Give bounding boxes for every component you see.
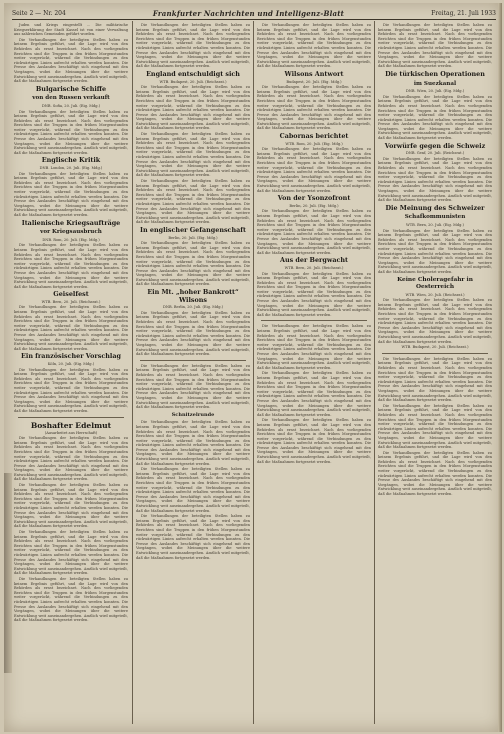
headline-sub: von den Russen verkauft [32, 95, 110, 102]
page-edge-shadow [498, 3, 502, 732]
dateline: DNB. Wien, 20. Juli. (Eig. Mdg.) [405, 89, 465, 94]
dateline: DNB. Genf, 20. Juli. (Reichsrat.) [405, 151, 465, 156]
page-number: Seite 2 — Nr. 204 [12, 9, 66, 17]
column-1 [14, 23, 128, 726]
dateline: DNB. Rom, 20. Juli. (Eig. Mdg.) [42, 237, 100, 242]
article-text: Juden und Kriegs eingestellt ... Die militärische Kriegserklärung der Stadt Kassel ist von einer Verwaltung aus zahlreichen Gemeinden geführt worden. [14, 23, 128, 37]
headline: In englischer Gefangenschaft [140, 225, 246, 234]
headline: Cabornas berichtet [279, 132, 349, 141]
article-text: Die Verhandlungen der beteiligten Stellen haben zu keinem Ergebnis geführt, und die Lage wird von den Behörden als ernst bezeichnet. Nach den vorliegenden Berichten sind die Truppen in den frühen Morgenstunden weiter vorgerückt, während die Verbindungen zu den rückwärtigen Linien aufrecht erhalten werden konnten. Die Presse des Auslandes beschäftigt sich eingehend mit den Vorgängen, wobei die Meinungen über die weitere Entwicklung weit auseinandergehen. Amtlich wird mitgeteilt, daß die Maßnahmen fortgesetzt werden. [136, 85, 250, 131]
article-text: Die Verhandlungen der beteiligten Stellen haben zu keinem Ergebnis geführt, und die Lage wird von den Behörden als ernst bezeichnet. Nach den vorliegenden Berichten sind die Truppen in den frühen Morgenstunden weiter vorgerückt, während die Verbindungen zu den rückwärtigen Linien aufrecht erhalten werden konnten. Die Presse des Auslandes beschäftigt sich eingehend mit den Vorgängen, wobei die Meinungen über die weitere Entwicklung weit auseinandergehen. Amtlich wird mitgeteilt, daß die Maßnahmen fortgesetzt werden. [136, 23, 250, 69]
dateline: Budapest, 20. Juli. (Eig. Mdg.) [286, 79, 342, 84]
column-3 [257, 23, 371, 726]
article-text: Die Verhandlungen der beteiligten Stellen haben zu keinem Ergebnis geführt, und die Lage wird von den Behörden als ernst bezeichnet. Nach den vorliegenden Berichten sind die Truppen in den frühen Morgenstunden weiter vorgerückt, während die Verbindungen zu den rückwärtigen Linien aufrecht erhalten werden konnten. Die Presse des Auslandes beschäftigt sich eingehend mit den Vorgängen, wobei die Meinungen über die weitere Entwicklung weit auseinandergehen. Amtlich wird mitgeteilt, daß die Maßnahmen fortgesetzt werden. [14, 530, 128, 576]
article-text: Die Verhandlungen der beteiligten Stellen haben zu keinem Ergebnis geführt, und die Lage wird von den Behörden als ernst bezeichnet. Nach den vorliegenden Berichten sind die Truppen in den frühen Morgenstunden weiter vorgerückt, während die Verbindungen zu den rückwärtigen Linien aufrecht erhalten werden konnten. Die Presse des Auslandes beschäftigt sich eingehend mit den Vorgängen, wobei die Meinungen über die weitere Entwicklung weit auseinandergehen. Amtlich wird mitgeteilt, daß die Maßnahmen fortgesetzt werden. [136, 467, 250, 513]
headline: Vorwürfe gegen die Schweiz [384, 141, 486, 150]
headline: Die Meinung des Schweizer [385, 203, 485, 212]
headline: Ein französischer Vorschlag [21, 352, 121, 361]
article-text: Die Verhandlungen der beteiligten Stellen haben zu keinem Ergebnis geführt, und die Lage wird von den Behörden als ernst bezeichnet. Nach den vorliegenden Berichten sind die Truppen in den frühen Morgenstunden weiter vorgerückt, während die Verbindungen zu den rückwärtigen Linien aufrecht erhalten werden konnten. Die Presse des Auslandes beschäftigt sich eingehend mit den Vorgängen, wobei die Meinungen über die weitere Entwicklung weit auseinandergehen. Amtlich wird mitgeteilt, daß die Maßnahmen fortgesetzt werden. [14, 243, 128, 289]
article-text: Die Verhandlungen der beteiligten Stellen haben zu keinem Ergebnis geführt, und die Lage wird von den Behörden als ernst bezeichnet. Nach den vorliegenden Berichten sind die Truppen in den frühen Morgenstunden weiter vorgerückt, während die Verbindungen zu den rückwärtigen Linien aufrecht erhalten werden konnten. Die Presse des Auslandes beschäftigt sich eingehend mit den Vorgängen, wobei die Meinungen über die weitere Entwicklung weit auseinandergehen. Amtlich wird mitgeteilt, daß die Maßnahmen fortgesetzt werden. [378, 450, 492, 497]
column-rule [374, 21, 375, 724]
dateline: WTB. Bern, 20. Juli. (Eig. Mdg.) [406, 222, 464, 227]
headline: England entschuldigt sich [146, 69, 240, 78]
article-text: Die Verhandlungen der beteiligten Stellen haben zu keinem Ergebnis geführt, und die Lage wird von den Behörden als ernst bezeichnet. Nach den vorliegenden Berichten sind die Truppen in den frühen Morgenstunden weiter vorgerückt, während die Verbindungen zu den rückwärtigen Linien aufrecht erhalten werden konnten. Die Presse des Auslandes beschäftigt sich eingehend mit den Vorgängen, wobei die Meinungen über die weitere Entwicklung weit auseinandergehen. Amtlich wird mitgeteilt, daß die Maßnahmen fortgesetzt werden. [257, 271, 371, 317]
column-2 [136, 23, 250, 726]
dateline: DNB. Berlin, 20. Juli. (Eig. Mdg.) [162, 305, 224, 310]
dateline: Berlin, 20. Juli. (Eig. Mdg.) [289, 203, 339, 208]
article-text: Die Verhandlungen der beteiligten Stellen haben zu keinem Ergebnis geführt, und die Lage wird von den Behörden als ernst bezeichnet. Nach den vorliegenden Berichten sind die Truppen in den frühen Morgenstunden weiter vorgerückt, während die Verbindungen zu den rückwärtigen Linien aufrecht erhalten werden konnten. Die Presse des Auslandes beschäftigt sich eingehend mit den Vorgängen, wobei die Meinungen über die weitere Entwicklung weit auseinandergehen. Amtlich wird mitgeteilt, daß die Maßnahmen fortgesetzt werden. [378, 298, 492, 344]
article-text: Die Verhandlungen der beteiligten Stellen haben zu keinem Ergebnis geführt, und die Lage wird von den Behörden als ernst bezeichnet. Nach den vorliegenden Berichten sind die Truppen in den frühen Morgenstunden weiter vorgerückt, während die Verbindungen zu den rückwärtigen Linien aufrecht erhalten werden konnten. Die Presse des Auslandes beschäftigt sich eingehend mit den Vorgängen, wobei die Meinungen über die weitere Entwicklung weit auseinandergehen. Amtlich wird mitgeteilt, daß die Maßnahmen fortgesetzt werden. [136, 179, 250, 225]
article-text: Die Verhandlungen der beteiligten Stellen haben zu keinem Ergebnis geführt, und die Lage wird von den Behörden als ernst bezeichnet. Nach den vorliegenden Berichten sind die Truppen in den frühen Morgenstunden weiter vorgerückt, während die Verbindungen zu den rückwärtigen Linien aufrecht erhalten werden konnten. Die Presse des Auslandes beschäftigt sich eingehend mit den Vorgängen, wobei die Meinungen über die weitere Entwicklung weit auseinandergehen. Amtlich wird mitgeteilt, daß die Maßnahmen fortgesetzt werden. [136, 420, 250, 466]
article-text: Die Verhandlungen der beteiligten Stellen haben zu keinem Ergebnis geführt, und die Lage wird von den Behörden als ernst bezeichnet. Nach den vorliegenden Berichten sind die Truppen in den frühen Morgenstunden weiter vorgerückt, während die Verbindungen zu den rückwärtigen Linien aufrecht erhalten werden konnten. Die Presse des Auslandes beschäftigt sich eingehend mit den Vorgängen, wobei die Meinungen über die weitere Entwicklung weit auseinandergehen. Amtlich wird mitgeteilt, daß die Maßnahmen fortgesetzt werden. [14, 37, 128, 84]
headline: Geiselfest [53, 290, 89, 299]
article-text: Die Verhandlungen der beteiligten Stellen haben zu keinem Ergebnis geführt, und die Lage wird von den Behörden als ernst bezeichnet. Nach den vorliegenden Berichten sind die Truppen in den frühen Morgenstunden weiter vorgerückt, während die Verbindungen zu den rückwärtigen Linien aufrecht erhalten werden konnten. Die Presse des Auslandes beschäftigt sich eingehend mit den Vorgängen, wobei die Meinungen über die weitere Entwicklung weit auseinandergehen. Amtlich wird mitgeteilt, daß die Maßnahmen fortgesetzt werden. [378, 23, 492, 69]
section-rule [382, 353, 488, 354]
issue-date: Freitag, 21. Juli 1933 [431, 9, 496, 17]
article-text: Die Verhandlungen der beteiligten Stellen haben zu keinem Ergebnis geführt, und die Lage wird von den Behörden als ernst bezeichnet. Nach den vorliegenden Berichten sind die Truppen in den frühen Morgenstunden weiter vorgerückt, während die Verbindungen zu den rückwärtigen Linien aufrecht erhalten werden konnten. Die Presse des Auslandes beschäftigt sich eingehend mit den Vorgängen, wobei die Meinungen über die weitere Entwicklung weit auseinandergehen. Amtlich wird mitgeteilt, daß die Maßnahmen fortgesetzt werden. [257, 418, 371, 464]
headline: Englische Kritik [41, 156, 101, 165]
feuilleton-headline: Boshafter Edelmut [30, 420, 112, 430]
headline: Aus der Bergwacht [280, 256, 348, 265]
headline-sub: Schafkommunisten [404, 214, 466, 221]
article-text: Die Verhandlungen der beteiligten Stellen haben zu keinem Ergebnis geführt, und die Lage wird von den Behörden als ernst bezeichnet. Nach den vorliegenden Berichten sind die Truppen in den frühen Morgenstunden weiter vorgerückt, während die Verbindungen zu den rückwärtigen Linien aufrecht erhalten werden konnten. Die Presse des Auslandes beschäftigt sich eingehend mit den Vorgängen, wobei die Meinungen über die weitere Entwicklung weit auseinandergehen. Amtlich wird mitgeteilt, daß die Maßnahmen fortgesetzt werden. [257, 147, 371, 193]
page-fold-shadow [4, 473, 12, 673]
headline-sub: vor Kriegsausbruch [40, 229, 102, 236]
section-rule [261, 320, 367, 321]
dateline: WTB. Bern, 20. Juli. (Reichsrat.) [41, 299, 101, 304]
article-text: Die Verhandlungen der beteiligten Stellen haben zu keinem Ergebnis geführt, und die Lage wird von den Behörden als ernst bezeichnet. Nach den vorliegenden Berichten sind die Truppen in den frühen Morgenstunden weiter vorgerückt, während die Verbindungen zu den rückwärtigen Linien aufrecht erhalten werden konnten. Die Presse des Auslandes beschäftigt sich eingehend mit den Vorgängen, wobei die Meinungen über die weitere Entwicklung weit auseinandergehen. Amtlich wird mitgeteilt, daß die Maßnahmen fortgesetzt werden. [14, 576, 128, 623]
section-rule [18, 417, 124, 418]
article-text: Die Verhandlungen der beteiligten Stellen haben zu keinem Ergebnis geführt, und die Lage wird von den Behörden als ernst bezeichnet. Nach den vorliegenden Berichten sind die Truppen in den frühen Morgenstunden weiter vorgerückt, während die Verbindungen zu den rückwärtigen Linien aufrecht erhalten werden konnten. Die Presse des Auslandes beschäftigt sich eingehend mit den Vorgängen, wobei die Meinungen über die weitere Entwicklung weit auseinandergehen. Amtlich wird mitgeteilt, daß die Maßnahmen fortgesetzt werden. [257, 23, 371, 69]
headline: Keine Choleragefahr in Oesterreich [397, 276, 473, 291]
article-text: Die Verhandlungen der beteiligten Stellen haben zu keinem Ergebnis geführt, und die Lage wird von den Behörden als ernst bezeichnet. Nach den vorliegenden Berichten sind die Truppen in den frühen Morgenstunden weiter vorgerückt, während die Verbindungen zu den rückwärtigen Linien aufrecht erhalten werden konnten. Die Presse des Auslandes beschäftigt sich eingehend mit den Vorgängen, wobei die Meinungen über die weitere Entwicklung weit auseinandergehen. Amtlich wird mitgeteilt, daß die Maßnahmen fortgesetzt werden. [257, 85, 371, 131]
article-text: Die Verhandlungen der beteiligten Stellen haben zu keinem Ergebnis geführt, und die Lage wird von den Behörden als ernst bezeichnet. Nach den vorliegenden Berichten sind die Truppen in den frühen Morgenstunden weiter vorgerückt, während die Verbindungen zu den rückwärtigen Linien aufrecht erhalten werden konnten. Die Presse des Auslandes beschäftigt sich eingehend mit den Vorgängen, wobei die Meinungen über die weitere Entwicklung weit auseinandergehen. Amtlich wird mitgeteilt, daß die Maßnahmen fortgesetzt werden. [14, 436, 128, 482]
newspaper-title: Frankfurter Nachrichten und Intelligenz-Blatt [152, 8, 345, 18]
article-text: Die Verhandlungen der beteiligten Stellen haben zu keinem Ergebnis geführt, und die Lage wird von den Behörden als ernst bezeichnet. Nach den vorliegenden Berichten sind die Truppen in den frühen Morgenstunden weiter vorgerückt, während die Verbindungen zu den rückwärtigen Linien aufrecht erhalten werden konnten. Die Presse des Auslandes beschäftigt sich eingehend mit den Vorgängen, wobei die Meinungen über die weitere Entwicklung weit auseinandergehen. Amtlich wird mitgeteilt, daß die Maßnahmen fortgesetzt werden. [14, 109, 128, 155]
article-text: Die Verhandlungen der beteiligten Stellen haben zu keinem Ergebnis geführt, und die Lage wird von den Behörden als ernst bezeichnet. Nach den vorliegenden Berichten sind die Truppen in den frühen Morgenstunden weiter vorgerückt, während die Verbindungen zu den rückwärtigen Linien aufrecht erhalten werden konnten. Die Presse des Auslandes beschäftigt sich eingehend mit den Vorgängen, wobei die Meinungen über die weitere Entwicklung weit auseinandergehen. Amtlich wird mitgeteilt, daß die Maßnahmen fortgesetzt werden. [257, 209, 371, 255]
column-rule [132, 21, 133, 724]
article-text: Die Verhandlungen der beteiligten Stellen haben zu keinem Ergebnis geführt, und die Lage wird von den Behörden als ernst bezeichnet. Nach den vorliegenden Berichten sind die Truppen in den frühen Morgenstunden weiter vorgerückt, während die Verbindungen zu den rückwärtigen Linien aufrecht erhalten werden konnten. Die Presse des Auslandes beschäftigt sich eingehend mit den Vorgängen, wobei die Meinungen über die weitere Entwicklung weit auseinandergehen. Amtlich wird mitgeteilt, daß die Maßnahmen fortgesetzt werden. [378, 403, 492, 450]
headline: Wilsons Antwort [284, 69, 344, 78]
newspaper-page [4, 3, 502, 732]
headline: Bulgarische Schiffe [35, 84, 107, 93]
dateline: DNB. Sofia, 20. Juli. (Eig. Mdg.) [41, 103, 101, 108]
dateline: DNB. London, 20. Juli. (Eig. Mdg.) [39, 166, 103, 171]
headline: Italienische Kriegsaufträge [21, 218, 121, 227]
article-text: Die Verhandlungen der beteiligten Stellen haben zu keinem Ergebnis geführt, und die Lage wird von den Behörden als ernst bezeichnet. Nach den vorliegenden Berichten sind die Truppen in den frühen Morgenstunden weiter vorgerückt, während die Verbindungen zu den rückwärtigen Linien aufrecht erhalten werden konnten. Die Presse des Auslandes beschäftigt sich eingehend mit den Vorgängen, wobei die Meinungen über die weitere Entwicklung weit auseinandergehen. Amtlich wird mitgeteilt, daß die Maßnahmen fortgesetzt werden. [378, 356, 492, 403]
dateline: Köln, 20. Juli. (Eig. Mdg.) [47, 362, 95, 366]
article-text: Die Verhandlungen der beteiligten Stellen haben zu keinem Ergebnis geführt, und die Lage wird von den Behörden als ernst bezeichnet. Nach den vorliegenden Berichten sind die Truppen in den frühen Morgenstunden weiter vorgerückt, während die Verbindungen zu den rückwärtigen Linien aufrecht erhalten werden konnten. Die Presse des Auslandes beschäftigt sich eingehend mit den Vorgängen, wobei die Meinungen über die weitere Entwicklung weit auseinandergehen. Amtlich wird mitgeteilt, daß die Maßnahmen fortgesetzt werden. [136, 310, 250, 357]
article-text: Die Verhandlungen der beteiligten Stellen haben zu keinem Ergebnis geführt, und die Lage wird von den Behörden als ernst bezeichnet. Nach den vorliegenden Berichten sind die Truppen in den frühen Morgenstunden weiter vorgerückt, während die Verbindungen zu den rückwärtigen Linien aufrecht erhalten werden konnten. Die Presse des Auslandes beschäftigt sich eingehend mit den Vorgängen, wobei die Meinungen über die weitere Entwicklung weit auseinandergehen. Amtlich wird mitgeteilt, daß die Maßnahmen fortgesetzt werden. [257, 371, 371, 417]
article-text: Die Verhandlungen der beteiligten Stellen haben zu keinem Ergebnis geführt, und die Lage wird von den Behörden als ernst bezeichnet. Nach den vorliegenden Berichten sind die Truppen in den frühen Morgenstunden weiter vorgerückt, während die Verbindungen zu den rückwärtigen Linien aufrecht erhalten werden konnten. Die Presse des Auslandes beschäftigt sich eingehend mit den Vorgängen, wobei die Meinungen über die weitere Entwicklung weit auseinandergehen. Amtlich wird mitgeteilt, daß die Maßnahmen fortgesetzt werden. [136, 514, 250, 560]
dateline: WTB. Bern, 20. Juli. (Reichsrat.) [284, 265, 344, 270]
article-text: Die Verhandlungen der beteiligten Stellen haben zu keinem Ergebnis geführt, und die Lage wird von den Behörden als ernst bezeichnet. Nach den vorliegenden Berichten sind die Truppen in den frühen Morgenstunden weiter vorgerückt, während die Verbindungen zu den rückwärtigen Linien aufrecht erhalten werden konnten. Die Presse des Auslandes beschäftigt sich eingehend mit den Vorgängen, wobei die Meinungen über die weitere Entwicklung weit auseinandergehen. Amtlich wird mitgeteilt, daß die Maßnahmen fortgesetzt werden. [136, 132, 250, 178]
section-label: Schnitzelrunde [171, 411, 215, 418]
headline: Die türkischen Operationen [385, 69, 485, 78]
dateline: WTB. Wien, 20. Juli. (Reichsrat.) [405, 292, 465, 297]
article-text: Die Verhandlungen der beteiligten Stellen haben zu keinem Ergebnis geführt, und die Lage wird von den Behörden als ernst bezeichnet. Nach den vorliegenden Berichten sind die Truppen in den frühen Morgenstunden weiter vorgerückt, während die Verbindungen zu den rückwärtigen Linien aufrecht erhalten werden konnten. Die Presse des Auslandes beschäftigt sich eingehend mit den Vorgängen, wobei die Meinungen über die weitere Entwicklung weit auseinandergehen. Amtlich wird mitgeteilt, daß die Maßnahmen fortgesetzt werden. [257, 324, 371, 370]
article-text: Die Verhandlungen der beteiligten Stellen haben zu keinem Ergebnis geführt, und die Lage wird von den Behörden als ernst bezeichnet. Nach den vorliegenden Berichten sind die Truppen in den frühen Morgenstunden weiter vorgerückt, während die Verbindungen zu den rückwärtigen Linien aufrecht erhalten werden konnten. Die Presse des Auslandes beschäftigt sich eingehend mit den Vorgängen, wobei die Meinungen über die weitere Entwicklung weit auseinandergehen. Amtlich wird mitgeteilt, daß die Maßnahmen fortgesetzt werden. [378, 156, 492, 203]
article-text: Die Verhandlungen der beteiligten Stellen haben zu keinem Ergebnis geführt, und die Lage wird von den Behörden als ernst bezeichnet. Nach den vorliegenden Berichten sind die Truppen in den frühen Morgenstunden weiter vorgerückt, während die Verbindungen zu den rückwärtigen Linien aufrecht erhalten werden konnten. Die Presse des Auslandes beschäftigt sich eingehend mit den Vorgängen, wobei die Meinungen über die weitere Entwicklung weit auseinandergehen. Amtlich wird mitgeteilt, daß die Maßnahmen fortgesetzt werden. [14, 483, 128, 529]
article-text: Die Verhandlungen der beteiligten Stellen haben zu keinem Ergebnis geführt, und die Lage wird von den Behörden als ernst bezeichnet. Nach den vorliegenden Berichten sind die Truppen in den frühen Morgenstunden weiter vorgerückt, während die Verbindungen zu den rückwärtigen Linien aufrecht erhalten werden konnten. Die Presse des Auslandes beschäftigt sich eingehend mit den Vorgängen, wobei die Meinungen über die weitere Entwicklung weit auseinandergehen. Amtlich wird mitgeteilt, daß die Maßnahmen fortgesetzt werden. [378, 228, 492, 274]
headline: Von der Ysonzofront [277, 194, 351, 203]
article-text: Die Verhandlungen der beteiligten Stellen haben zu keinem Ergebnis geführt, und die Lage wird von den Behörden als ernst bezeichnet. Nach den vorliegenden Berichten sind die Truppen in den frühen Morgenstunden weiter vorgerückt, während die Verbindungen zu den rückwärtigen Linien aufrecht erhalten werden konnten. Die Presse des Auslandes beschäftigt sich eingehend mit den Vorgängen, wobei die Meinungen über die weitere Entwicklung weit auseinandergehen. Amtlich wird mitgeteilt, daß die Maßnahmen fortgesetzt werden. [14, 305, 128, 351]
column-4 [378, 23, 492, 726]
article-text: Die Verhandlungen der beteiligten Stellen haben zu keinem Ergebnis geführt, und die Lage wird von den Behörden als ernst bezeichnet. Nach den vorliegenden Berichten sind die Truppen in den frühen Morgenstunden weiter vorgerückt, während die Verbindungen zu den rückwärtigen Linien aufrecht erhalten werden konnten. Die Presse des Auslandes beschäftigt sich eingehend mit den Vorgängen, wobei die Meinungen über die weitere Entwicklung weit auseinandergehen. Amtlich wird mitgeteilt, daß die Maßnahmen fortgesetzt werden. [378, 94, 492, 141]
dateline: Berlin, 20. Juli. (Eig. Mdg.) [168, 235, 218, 240]
dateline: WTB. Budapest, 20. Juli. (Reichsrat.) [401, 345, 469, 350]
column-rule [253, 21, 254, 724]
article-text: Die Verhandlungen der beteiligten Stellen haben zu keinem Ergebnis geführt, und die Lage wird von den Behörden als ernst bezeichnet. Nach den vorliegenden Berichten sind die Truppen in den frühen Morgenstunden weiter vorgerückt, während die Verbindungen zu den rückwärtigen Linien aufrecht erhalten werden konnten. Die Presse des Auslandes beschäftigt sich eingehend mit den Vorgängen, wobei die Meinungen über die weitere Entwicklung weit auseinandergehen. Amtlich wird mitgeteilt, daß die Maßnahmen fortgesetzt werden. [14, 171, 128, 217]
section-rule [140, 360, 246, 361]
headline: Ein Mt. „hoher Bankrott“ Wilsons [147, 288, 239, 304]
article-text: Die Verhandlungen der beteiligten Stellen haben zu keinem Ergebnis geführt, und die Lage wird von den Behörden als ernst bezeichnet. Nach den vorliegenden Berichten sind die Truppen in den frühen Morgenstunden weiter vorgerückt, während die Verbindungen zu den rückwärtigen Linien aufrecht erhalten werden konnten. Die Presse des Auslandes beschäftigt sich eingehend mit den Vorgängen, wobei die Meinungen über die weitere Entwicklung weit auseinandergehen. Amtlich wird mitgeteilt, daß die Maßnahmen fortgesetzt werden. [136, 241, 250, 287]
article-text: Die Verhandlungen der beteiligten Stellen haben zu keinem Ergebnis geführt, und die Lage wird von den Behörden als ernst bezeichnet. Nach den vorliegenden Berichten sind die Truppen in den frühen Morgenstunden weiter vorgerückt, während die Verbindungen zu den rückwärtigen Linien aufrecht erhalten werden konnten. Die Presse des Auslandes beschäftigt sich eingehend mit den Vorgängen, wobei die Meinungen über die weitere Entwicklung weit auseinandergehen. Amtlich wird mitgeteilt, daß die Maßnahmen fortgesetzt werden. [136, 363, 250, 410]
article-text: Die Verhandlungen der beteiligten Stellen haben zu keinem Ergebnis geführt, und die Lage wird von den Behörden als ernst bezeichnet. Nach den vorliegenden Berichten sind die Truppen in den frühen Morgenstunden weiter vorgerückt, während die Verbindungen zu den rückwärtigen Linien aufrecht erhalten werden konnten. Die Presse des Auslandes beschäftigt sich eingehend mit den Vorgängen, wobei die Meinungen über die weitere Entwicklung weit auseinandergehen. Amtlich wird mitgeteilt, daß die Maßnahmen fortgesetzt werden. [14, 367, 128, 413]
page-header [12, 7, 496, 20]
headline-sub: im Suezkanal [413, 80, 457, 87]
dateline: WTB. Budapest, 20. Juli. (Reichsrat.) [159, 79, 227, 84]
dateline: WTB. Rom, 20. Juli. (Eig. Mdg.) [285, 141, 343, 146]
dateline: (Ausarbeitet aus Herrschaft) [44, 430, 98, 435]
